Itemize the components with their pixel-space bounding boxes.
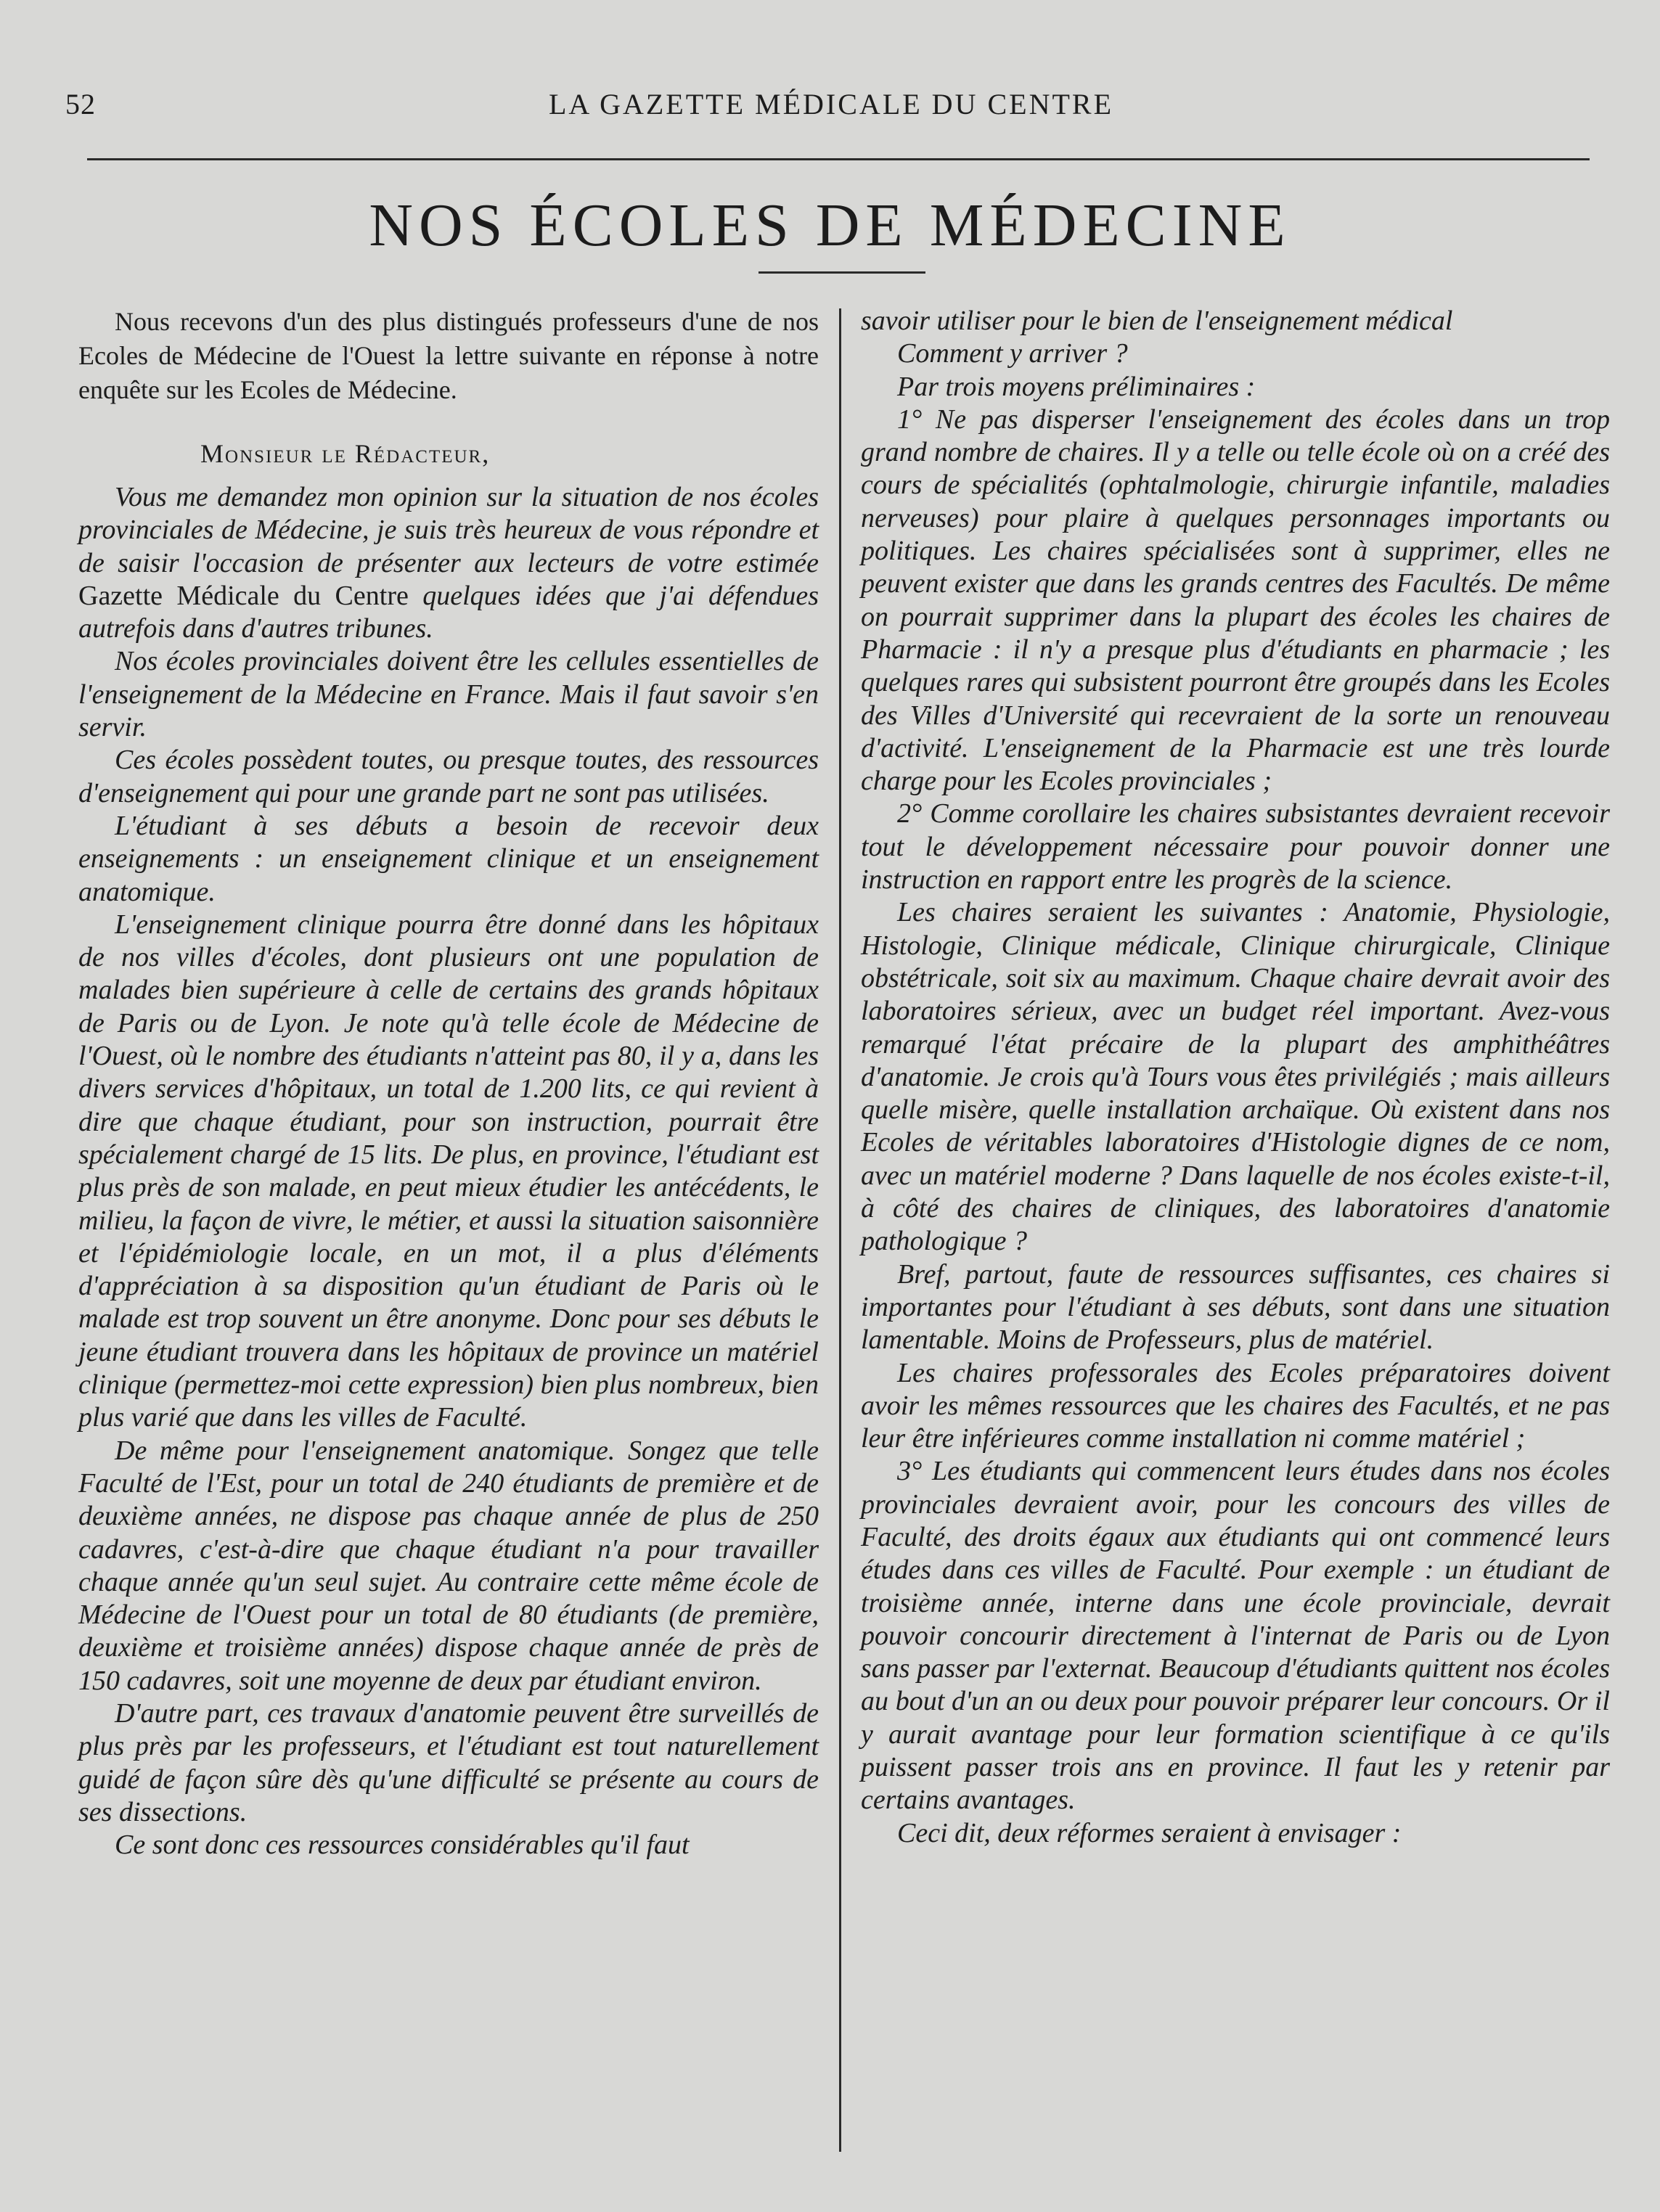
header-rule xyxy=(87,158,1590,160)
paragraph-text: quelques idées que j'ai défendues autrefois dans d'autres tribunes. xyxy=(78,580,819,644)
paragraph: Bref, partout, faute de ressources suffisantes, ces chaires si importantes pour l'étudiant à ses débuts, sont dans une situation lamentable. Moins de Professeurs, plus de matériel. xyxy=(861,1258,1610,1356)
title-rule xyxy=(759,271,925,274)
journal-name-inline: Gazette Médicale du Centre xyxy=(78,580,409,611)
page-number: 52 xyxy=(65,88,96,120)
paragraph: L'enseignement clinique pourra être donné dans les hôpitaux de nos villes d'écoles, dont plusieurs ont une population de malades bien supérieure à celle de certains des grands hôpitaux de Paris ou de Lyon. Je note qu'à telle école de Médecine de l'Ouest, où le nombre des étudiants n'atteint pas 80, il y a, dans les divers services d'hôpitaux, un total de 1.200 lits, ce qui revient à dire que chaque étudiant, pour son instruction, pourrait être spécialement chargé de 15 lits. De plus, en province, l'étudiant est plus près de son malade, en peut mieux étudier les antécédents, le milieu, la façon de vivre, le métier, et aussi la situation saisonnière et l'épidémiologie locale, en un mot, il a plus d'éléments d'appréciation à sa disposition qu'un étudiant de Paris où le malade est trop souvent un être anonyme. Donc pour ses débuts le jeune étudiant trouvera dans les hôpitaux de province un matériel clinique (permettez-moi cette expression) bien plus nombreux, bien plus varié que dans les villes de Faculté. xyxy=(78,909,819,1433)
salutation: Monsieur le Rédacteur, xyxy=(200,439,491,468)
paragraph: D'autre part, ces travaux d'anatomie peuvent être surveillés de plus près par les professeurs, et l'étudiant est tout naturellement guidé de façon sûre dès qu'une difficulté se présente au cours de ses dissections. xyxy=(78,1697,819,1827)
paragraph: Ce sont donc ces ressources considérables qu'il faut xyxy=(115,1830,690,1861)
paragraph: Comment y arriver ? xyxy=(897,338,1128,369)
paragraph: L'étudiant à ses débuts a besoin de recevoir deux enseignements : un enseignement clinique et un enseignement anatomique. xyxy=(78,810,819,907)
paragraph-continued: savoir utiliser pour le bien de l'enseignement médical xyxy=(861,306,1453,336)
page-header xyxy=(65,87,1597,138)
paragraph: Par trois moyens préliminaires : xyxy=(897,371,1256,402)
paragraph: 2° Comme corollaire les chaires subsistantes devraient recevoir tout le développement nécessaire pour pouvoir donner une instruction en rapport entre les progrès de la science. xyxy=(861,798,1610,896)
left-column xyxy=(78,305,819,1861)
column-divider xyxy=(839,308,841,2152)
paragraph: 1° Ne pas disperser l'enseignement des écoles dans un trop grand nombre de chaires. Il y a telle ou telle école où on a créé des cours de spécialités (ophtalmologie, chirurgie infantile, maladies nerveuses) pour plaire à quelques personnages importants ou politiques. Les chaires spécialisées sont à supprimer, elles ne peuvent exister que dans les grands centres des Facultés. De même on pourrait supprimer dans la plupart des écoles les chaires de Pharmacie : il n'y a presque plus d'étudiants en pharmacie ; les quelques rares qui subsistent pourront être groupés dans les Ecoles des Villes d'Université qui recevraient de la sorte un renouveau d'activité. L'enseignement de la Pharmacie est une très lourde charge pour les Ecoles provinciales ; xyxy=(861,404,1610,797)
paragraph: Les chaires professorales des Ecoles préparatoires doivent avoir les mêmes ressources que les chaires des Facultés, et ne pas leur être inférieures comme installation ni comme matériel ; xyxy=(861,1357,1610,1454)
paragraph: 3° Les étudiants qui commencent leurs études dans nos écoles provinciales devraient avoir, pour les concours des villes de Faculté, des droits égaux aux étudiants qui ont commencé leurs études dans ces villes de Faculté. Pour exemple : un étudiant de troisième année, interne dans une école provinciale, devrait pouvoir concourir directement à l'internat de Paris ou de Lyon sans passer par l'externat. Beaucoup d'étudiants quittent nos écoles au bout d'un an ou deux pour pouvoir préparer leur concours. Or il y aurait avantage pour leur formation scientifique à ce qu'ils puissent passer trois ans en province. Il faut les y retenir par certains avantages. xyxy=(861,1456,1610,1816)
right-column xyxy=(861,305,1610,1850)
journal-title: LA GAZETTE MÉDICALE DU CENTRE xyxy=(548,88,1113,120)
intro-paragraph: Nous recevons d'un des plus distingués professeurs d'une de nos Ecoles de Médecine de l'Ouest la lettre suivante en réponse à notre enquête sur les Ecoles de Médecine. xyxy=(78,307,819,404)
paragraph: Ceci dit, deux réformes seraient à envisager : xyxy=(897,1817,1402,1848)
paragraph: Nos écoles provinciales doivent être les cellules essentielles de l'enseignement de la Médecine en France. Mais il faut savoir s'en servir. xyxy=(78,646,819,743)
paragraph-text: Vous me demandez mon opinion sur la situation de nos écoles provinciales de Médecine, je suis très heureux de vous répondre et de saisir l'occasion de présenter aux lecteurs de votre estimée xyxy=(78,482,819,578)
paragraph xyxy=(78,481,819,645)
paragraph: Ces écoles possèdent toutes, ou presque toutes, des ressources d'enseignement qui pour une grande part ne sont pas utilisées. xyxy=(78,745,819,808)
paragraph: De même pour l'enseignement anatomique. Songez que telle Faculté de l'Est, pour un total de 240 étudiants de première et de deuxième années, ne dispose pas chaque année de plus de 250 cadavres, c'est-à-dire que chaque étudiant n'a pour travailler chaque année qu'un seul sujet. Au contraire cette même école de Médecine de l'Ouest pour un total de 80 étudiants (de première, deuxième et troisième années) dispose chaque année de près de 150 cadavres, soit une moyenne de deux par étudiant environ. xyxy=(78,1435,819,1696)
article-title: NOS ÉCOLES DE MÉDECINE xyxy=(369,192,1291,259)
paragraph: Les chaires seraient les suivantes : Anatomie, Physiologie, Histologie, Clinique médicale, Clinique chirurgicale, Clinique obstétricale, soit six au maximum. Chaque chaire devrait avoir des laboratoires sérieux, avec un budget réel important. Avez-vous remarqué l'état précaire de la plupart des amphithéâtres d'anatomie. Je crois qu'à Tours vous êtes privilégiés ; mais ailleurs quelle misère, quelle installation archaïque. Où existent dans nos Ecoles de véritables laboratoires d'Histologie dignes de ce nom, avec un matériel moderne ? Dans laquelle de nos écoles existe-t-il, à côté des chaires de cliniques, des laboratoires d'anatomie pathologique ? xyxy=(861,897,1610,1257)
